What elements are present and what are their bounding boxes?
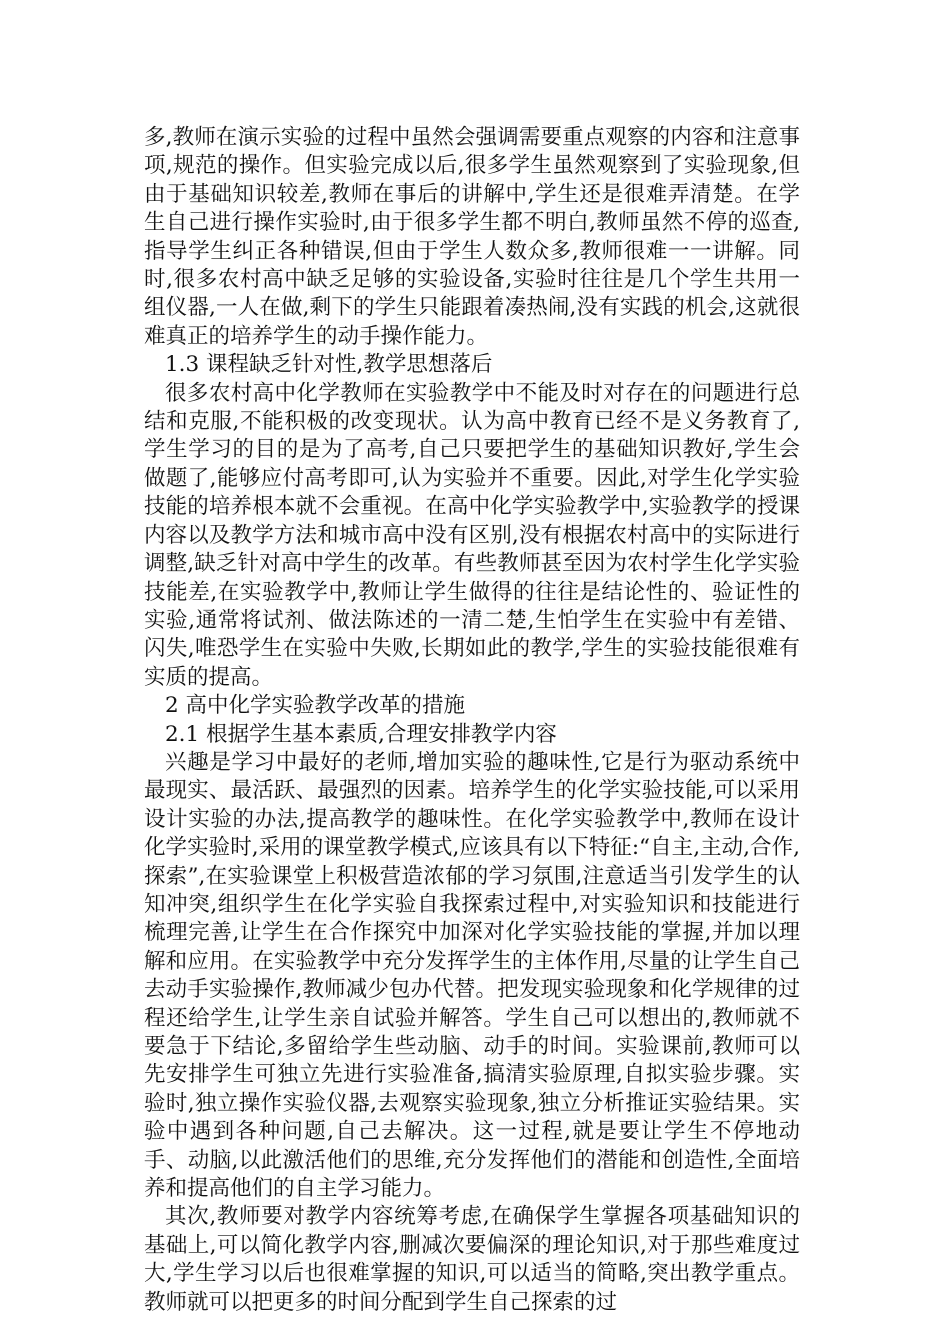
paragraph: 其次,教师要对教学内容统筹考虑,在确保学生掌握各项基础知识的基础上,可以简化教学内容,删减次要偏深的理论知识,对于那些难度过大,学生学习以后也很难掌握的知识,可以适当的简略,突出教学重点。教师就可以把更多的时间分配到学生自己探索的过 <box>144 1204 800 1315</box>
article-body <box>144 124 800 1317</box>
paragraph: 兴趣是学习中最好的老师,增加实验的趣味性,它是行为驱动系统中最现实、最活跃、最强烈的因素。培养学生的化学实验技能,可以采用设计实验的办法,提高教学的趣味性。在化学实验教学中,教师在设计化学实验时,采用的课堂教学模式,应该具有以下特征:“自主,主动,合作,探索”,在实验课堂上积极营造浓郁的学习氛围,注意适当引发学生的认知冲突,组织学生在化学实验自我探索过程中,对实验知识和技能进行梳理完善,让学生在合作探究中加深对化学实验技能的掌握,并加以理解和应用。在实验教学中充分发挥学生的主体作用,尽量的让学生自己去动手实验操作,教师减少包办代替。把发现实验现象和化学规律的过程还给学生,让学生亲自试验并解答。学生自己可以想出的,教师就不要急于下结论,多留给学生些动脑、动手的时间。实验课前,教师可以先安排学生可独立先进行实验准备,搞清实验原理,自拟实验步骤。实验时,独立操作实验仪器,去观察实验现象,独立分析推证实验结果。实验中遇到各种问题,自己去解决。这一过程,就是要让学生不停地动手、动脑,以此激活他们的思维,充分发挥他们的潜能和创造性,全面培养和提高他们的自主学习能力。 <box>144 749 800 1202</box>
section-heading-2-1: 2.1 根据学生基本素质,合理安排教学内容 <box>165 721 557 747</box>
paragraph-continued: 多,教师在演示实验的过程中虽然会强调需要重点观察的内容和注意事项,规范的操作。但实验完成以后,很多学生虽然观察到了实验现象,但由于基础知识较差,教师在事后的讲解中,学生还是很难弄清楚。在学生自己进行操作实验时,由于很多学生都不明白,教师虽然不停的巡查,指导学生纠正各种错误,但由于学生人数众多,教师很难一一讲解。同时,很多农村高中缺乏足够的实验设备,实验时往往是几个学生共用一组仪器,一人在做,剩下的学生只能跟着凑热闹,没有实践的机会,这就很难真正的培养学生的动手操作能力。 <box>144 125 800 349</box>
section-heading-1-3: 1.3 课程缺乏针对性,教学思想落后 <box>165 352 493 378</box>
section-heading-2: 2 高中化学实验教学改革的措施 <box>165 693 466 719</box>
paragraph: 很多农村高中化学教师在实验教学中不能及时对存在的问题进行总结和克服,不能积极的改变现状。认为高中教育已经不是义务教育了,学生学习的目的是为了高考,自己只要把学生的基础知识教好,学生会做题了,能够应付高考即可,认为实验并不重要。因此,对学生化学实验技能的培养根本就不会重视。在高中化学实验教学中,实验教学的授课内容以及教学方法和城市高中没有区别,没有根据农村高中的实际进行调整,缺乏针对高中学生的改革。有些教师甚至因为农村学生化学实验技能差,在实验教学中,教师让学生做得的往往是结论性的、验证性的实验,通常将试剂、做法陈述的一清二楚,生怕学生在实验中有差错、闪失,唯恐学生在实验中失败,长期如此的教学,学生的实验技能很难有实质的提高。 <box>144 380 800 690</box>
